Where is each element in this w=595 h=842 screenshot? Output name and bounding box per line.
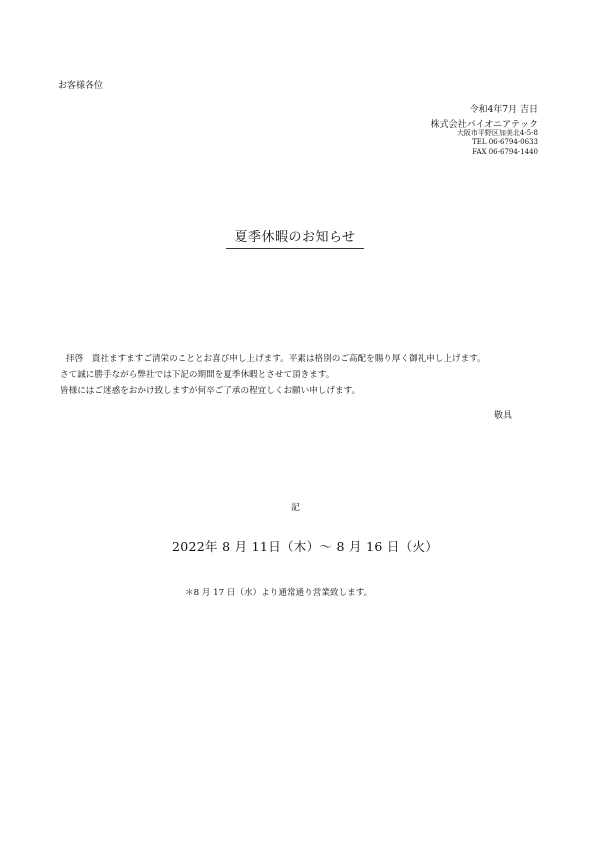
body-line-greeting: 拝啓 貴社ますますご清栄のこととお喜び申し上げます。平素は格別のご高配を賜り厚く御礼申し上げます。: [66, 354, 486, 364]
holiday-period: 2022年 8 月 11日（木）～ 8 月 16 日（火）: [172, 539, 439, 554]
issue-date: 令和4年7月 吉日: [469, 105, 538, 115]
company-fax: FAX 06-6794-1440: [472, 148, 538, 156]
reopening-note: ＊8 月 17 日（水）より通常通り営業致します。: [185, 588, 373, 598]
recipient-salutation: お客様各位: [58, 81, 104, 91]
notation-ki: 記: [291, 503, 301, 513]
closing-word: 敬具: [493, 411, 512, 421]
body-line-apology: 皆様にはご迷惑をおかけ致しますが何卒ご了承の程宜しくお願い申しげます。: [60, 386, 361, 396]
body-line-announcement: さて誠に勝手ながら弊社では下記の期間を夏季休暇とさせて頂きます。: [60, 370, 335, 380]
company-tel: TEL 06-6794-0633: [472, 138, 538, 146]
company-name: 株式会社パイオニアテック: [430, 120, 538, 130]
company-address: 大阪市平野区加美北4-5-8: [456, 129, 538, 137]
document-title: 夏季休暇のお知らせ: [226, 226, 364, 249]
